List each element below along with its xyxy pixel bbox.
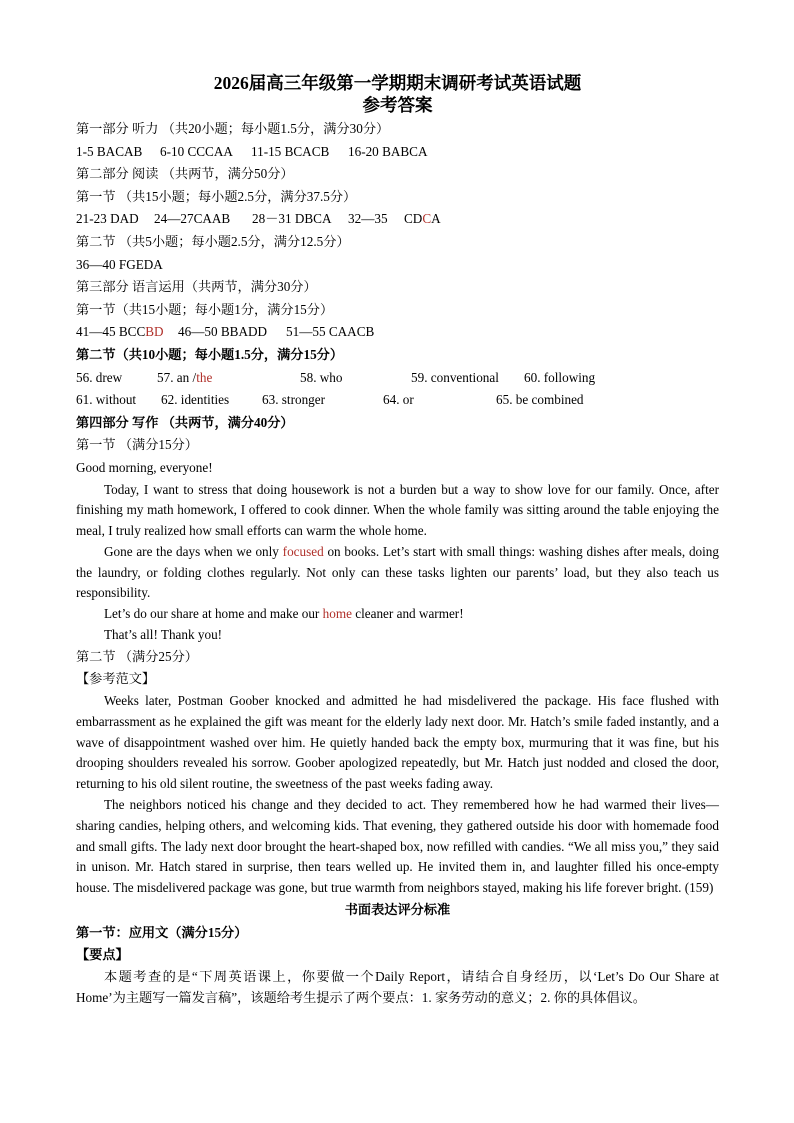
answer-group: 16-20 BABCA [348,143,428,159]
blank-answer: 58. who [300,369,343,385]
part2-heading: 第二部分 阅读 （共两节，满分50分） [76,166,294,182]
answer-text: A [431,211,441,227]
part4-section1-heading: 第一节 （满分15分） [76,437,198,453]
answer-text: 57. an / [157,369,197,385]
answer-group: 46—50 BBADD [178,324,268,340]
answer-key-page [76,72,719,1008]
answer-group: 21-23 DAD [76,211,139,227]
paragraph-text: Let’s do our share at home and make our [104,606,323,622]
key-points-text: 本题考查的是“下周英语课上，你要做一个Daily Report，请结合自身经历，以‘Let’s Do Our Share at Home’为主题写一篇发言稿”，该题给考生提示了两个要点：1. 家务劳动的意义；2. 你的具体倡议。 [76,968,719,1005]
essay-paragraph: Weeks later, Postman Goober knocked and admitted he had misdelivered the package. His face flushed with embarrassment as he explained the gift was meant for the elderly lady next door. Mr. Hatch’s smile faded instantly, and a wave of disappointment washed over him. He quietly handed back the empty box, murmuring that it was fine, but his drooping shoulders revealed his sorrow. Goober apologized repeatedly, but Mr. Hatch just nodded and closed the door, returning to his old silent routine, the sweetness of the past weeks fading away. [76,693,719,792]
answer-text: 41—45 BCC [76,324,146,340]
paragraph-text-highlight: focused [282,543,324,559]
blank-answer: 60. following [524,369,596,385]
page-title: 2026届高三年级第一学期期末调研考试英语试题 [213,73,582,93]
part3-section1-answers [76,321,719,344]
speech-closing: That’s all! Thank you! [104,627,223,643]
part1-heading: 第一部分 听力 （共20小题；每小题1.5分，满分30分） [76,121,390,136]
part2-section2-heading: 第二节 （共5小题；每小题2.5分，满分12.5分） [76,233,350,249]
speech-paragraph [76,542,719,604]
answer-group: 11-15 BCACB [251,143,330,159]
answer-text-highlight: BD [145,324,164,340]
part2-section2-answers: 36—40 FGEDA [76,256,163,272]
speech-paragraph [76,604,719,625]
blank-answer: 64. or [383,392,414,408]
part3-section2-row2 [76,389,719,412]
answer-text: CD [404,211,423,227]
criteria-heading: 书面表达评分标准 [344,902,451,918]
paragraph-text: cleaner and warmer! [351,606,464,622]
answer-group: 51—55 CAACB [286,324,375,340]
blank-answer: 56. drew [76,369,123,385]
blank-answer [157,367,300,390]
answer-group: 28－31 DBCA [252,211,332,227]
part2-section1-answers [76,208,719,231]
answer-group: 32—35 [348,211,388,227]
key-points-label: 【要点】 [76,947,129,963]
criteria-section1-heading: 第一节：应用文（满分15分） [76,924,248,940]
speech-paragraph: Today, I want to stress that doing housework is not a burden but a way to show love for our family. Once, after finishing my math homework, I offered to cook dinner. When the whole family was sitting around the table enjoying the meal, I truly realized how small efforts can warm the whole home. [76,481,719,539]
part4-section2-heading: 第二节 （满分25分） [76,648,198,664]
blank-answer: 63. stronger [262,392,325,408]
answer-group [76,321,178,344]
speech-greeting: Good morning, everyone! [76,459,213,475]
answer-group: 6-10 CCCAA [160,143,233,159]
blank-answer: 65. be combined [496,392,584,408]
blank-answer: 62. identities [161,392,230,408]
paragraph-text: Gone are the days when we only [104,543,283,559]
part1-answers [76,141,719,164]
reference-essay-label: 【参考范文】 [76,671,156,687]
answer-group [404,211,441,226]
part2-section1-heading: 第一节 （共15小题；每小题2.5分，满分37.5分） [76,188,357,204]
blank-answer: 59. conventional [411,369,499,385]
part3-section2-row1 [76,367,719,390]
answer-group: 24—27CAAB [154,211,231,227]
page-subtitle: 参考答案 [362,95,433,115]
blank-answer: 61. without [76,392,137,408]
paragraph-text: on books. Let’s start with small things: washing dishes after meals, doing the laundry, or folding clothes regularly. Not only can these tasks lighten our parents’ load, but they also teach us responsibility. [76,543,719,601]
part3-section1-heading: 第一节（共15小题；每小题1分，满分15分） [76,301,334,317]
essay-paragraph: The neighbors noticed his change and they decided to act. They remembered how he had warmed their lives—sharing candies, helping others, and welcoming kids. That evening, they gathered outside his door with homemade food and small gifts. The lady next door brought the heart-shaped box, now refilled with candies. “We all miss you,” they said in unison. Mr. Hatch stared in surprise, then tears welled up. He invited them in, and laughter filled his once-empty house. The misdelivered package was gone, but true warmth from neighbors stayed, making his life forever bright. (159) [76,797,719,896]
part3-section2-heading: 第二节（共10小题；每小题1.5分，满分15分） [76,346,344,362]
part4-heading: 第四部分 写作 （共两节，满分40分） [76,414,294,430]
part3-heading: 第三部分 语言运用（共两节，满分30分） [76,279,317,295]
answer-text-highlight: C [422,211,432,227]
answer-group: 1-5 BACAB [76,143,143,159]
paragraph-text-highlight: home [322,606,352,622]
answer-text-highlight: the [196,369,213,385]
